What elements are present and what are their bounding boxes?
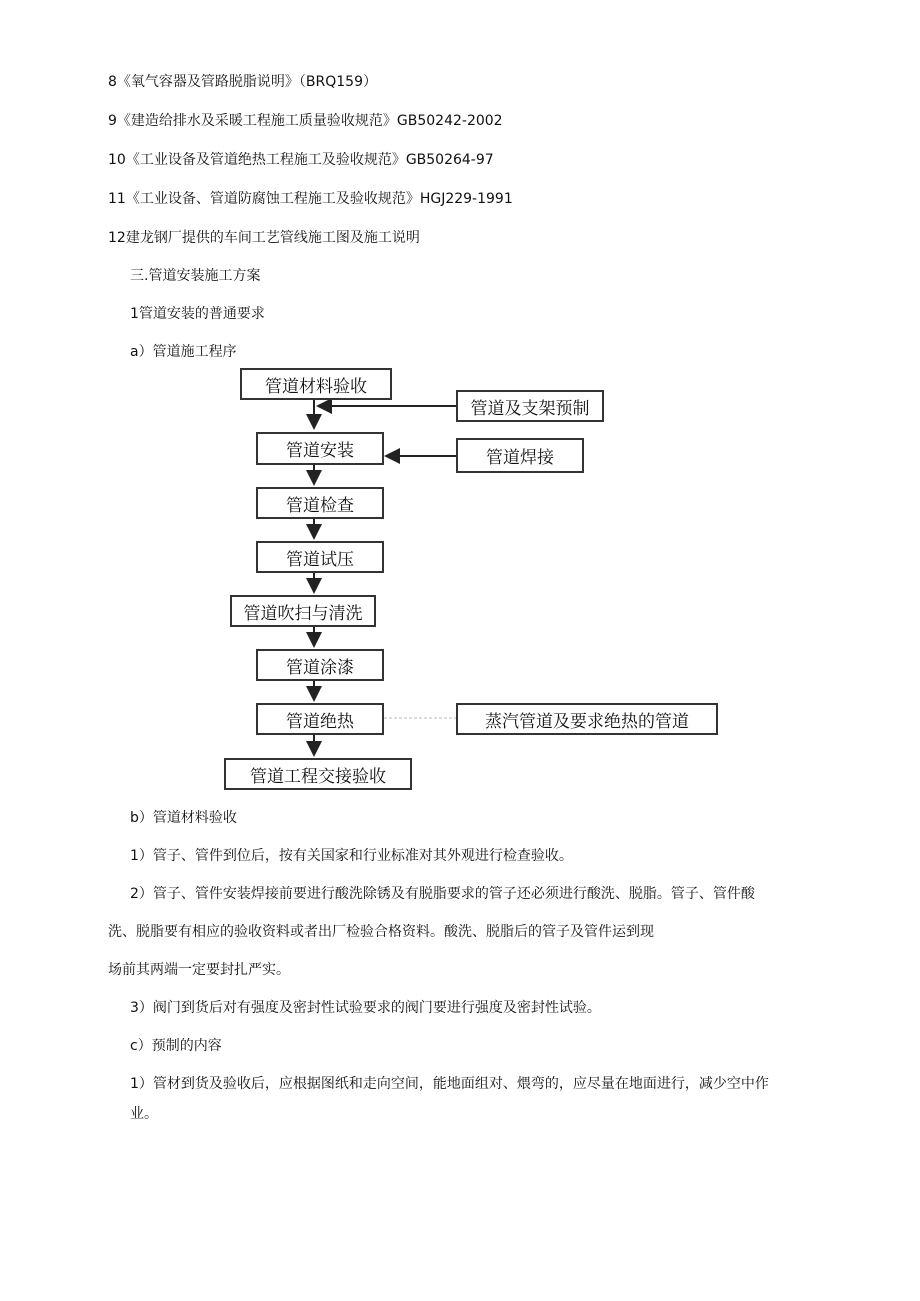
flow-side-welding: 管道焊接 — [456, 438, 584, 473]
b-item-3: 3）阀门到货后对有强度及密封性试验要求的阀门要进行强度及密封性试验。 — [130, 1000, 601, 1016]
flow-step-check: 管道检查 — [256, 487, 384, 519]
b-item-1: 1）管子、管件到位后，按有关国家和行业标准对其外观进行检查验收。 — [130, 848, 573, 864]
ref-11: 11《工业设备、管道防腐蚀工程施工及验收规范》HGJ229-1991 — [108, 191, 513, 207]
flow-step-handover: 管道工程交接验收 — [224, 758, 412, 790]
subsection-c-heading: c）预制的内容 — [130, 1038, 222, 1054]
section-3-heading: 三.管道安装施工方案 — [130, 268, 261, 284]
flow-side-prefabrication: 管道及支架预制 — [456, 390, 604, 422]
b-item-2-line-2: 洗、脱脂要有相应的验收资料或者出厂检验合格资料。酸洗、脱脂后的管子及管件运到现 — [108, 924, 654, 940]
flow-step-pressure-test: 管道试压 — [256, 541, 384, 573]
flow-step-material-inspection: 管道材料验收 — [240, 368, 392, 400]
subsection-1-heading: 1管道安装的普通要求 — [130, 306, 265, 322]
c-item-1-line-2: 业。 — [130, 1106, 158, 1122]
flow-step-purge-clean: 管道吹扫与清洗 — [230, 595, 376, 627]
b-item-2-line-3: 场前其两端一定要封扎严实。 — [108, 962, 290, 978]
b-item-2-line-1: 2）管子、管件安装焊接前要进行酸洗除锈及有脱脂要求的管子还必须进行酸洗、脱脂。管子、管件酸 — [130, 886, 755, 902]
flow-side-steam-pipes: 蒸汽管道及要求绝热的管道 — [456, 703, 718, 735]
subsection-b-heading: b）管道材料验收 — [130, 810, 237, 826]
flow-step-insulation: 管道绝热 — [256, 703, 384, 735]
ref-12: 12建龙钢厂提供的车间工艺管线施工图及施工说明 — [108, 230, 420, 246]
ref-9: 9《建造给排水及采暖工程施工质量验收规范》GB50242-2002 — [108, 113, 503, 129]
ref-10: 10《工业设备及管道绝热工程施工及验收规范》GB50264-97 — [108, 152, 494, 168]
c-item-1-line-1: 1）管材到货及验收后，应根据图纸和走向空间，能地面组对、煨弯的，应尽量在地面进行，减少空中作 — [130, 1076, 769, 1092]
subsection-a-heading: a）管道施工程序 — [130, 344, 237, 360]
ref-8: 8《氧气容器及管路脱脂说明》（BRQ159） — [108, 74, 377, 90]
flow-step-installation: 管道安装 — [256, 432, 384, 465]
flow-step-painting: 管道涂漆 — [256, 649, 384, 681]
